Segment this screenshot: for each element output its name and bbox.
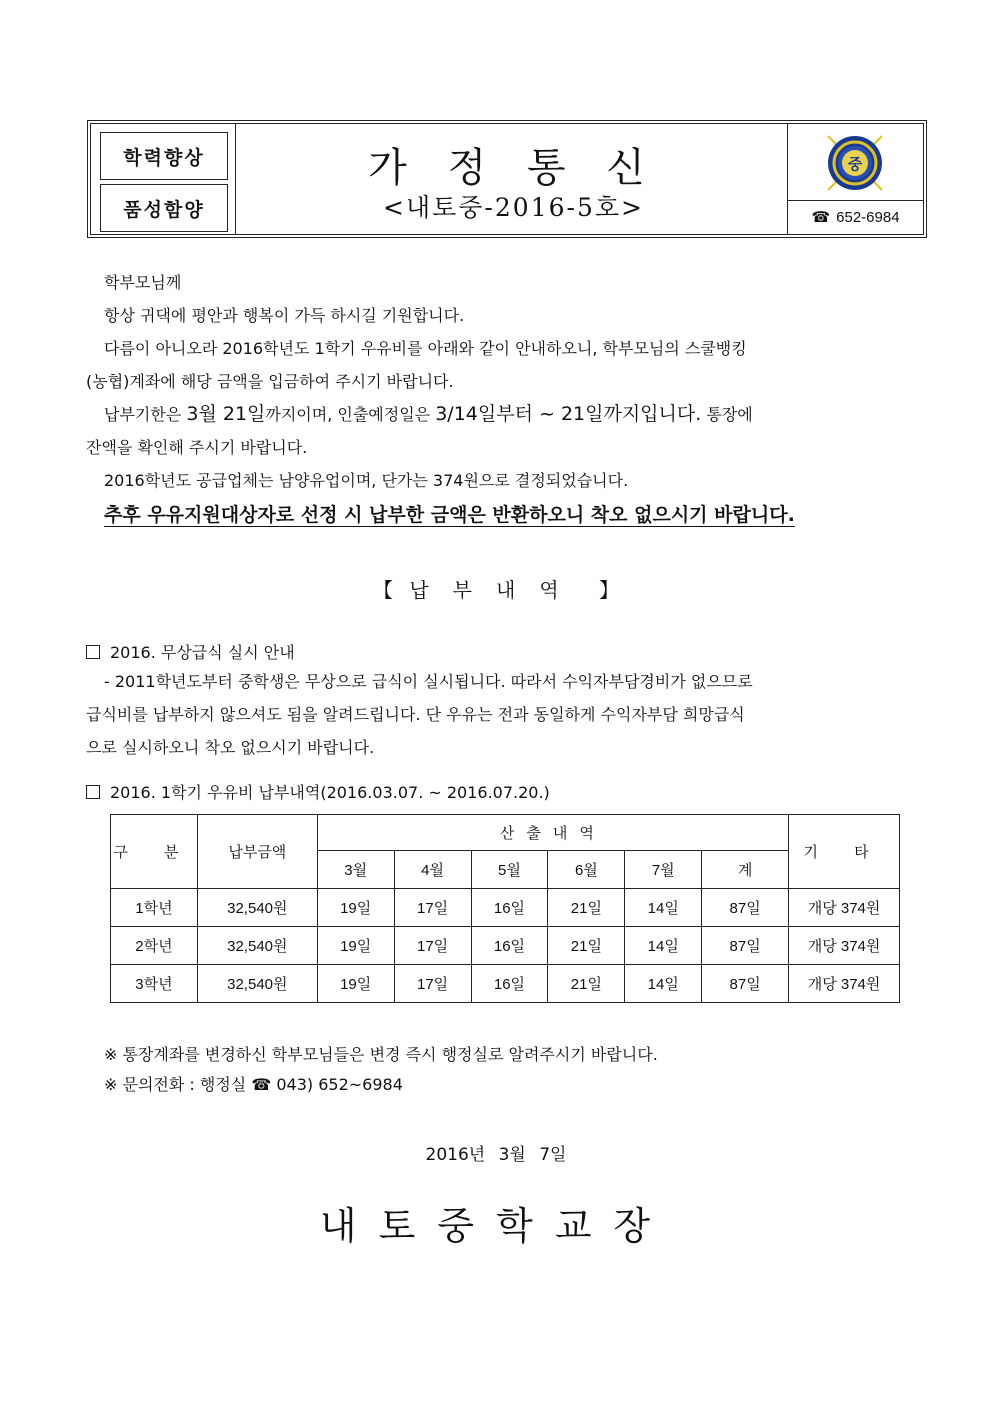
letterhead [87,120,927,238]
cell-days: 17일 [394,965,471,1003]
header-month: 6월 [548,851,625,889]
note-contact [104,1070,658,1100]
cell-grade: 1학년 [111,889,198,927]
note-bullet: ※ [104,1075,118,1094]
header-breakdown: 산출내역 [317,815,788,851]
motto-character: 품성함양 [100,184,228,232]
header-amount: 납부금액 [197,815,317,889]
cell-amount: 32,540원 [197,965,317,1003]
item-milk-fee-label: 2016. 1학기 우유비 납부내역(2016.03.07. ~ 2016.07.20.) [110,783,550,802]
item-free-meals-line-1: - 2011학년도부터 중학생은 무상으로 급식이 실시됩니다. 따라서 수익자부담경비가 없으므로 [104,672,753,691]
cell-amount: 32,540원 [197,889,317,927]
cell-days: 19일 [317,889,394,927]
deadline-prefix: 납부기한은 [104,405,187,424]
cell-days: 14일 [625,965,702,1003]
cell-amount: 32,540원 [197,927,317,965]
header-other: 기 타 [789,815,900,889]
fee-table [110,814,900,1003]
cell-grade: 2학년 [111,927,198,965]
table-row [111,965,900,1003]
cell-days: 17일 [394,927,471,965]
cell-days: 16일 [471,965,548,1003]
letter-line-2a: 다름이 아니오라 2016학년도 1학기 우유비를 아래와 같이 안내하오니, 학부모님의 스쿨뱅킹 [104,339,747,358]
cell-days: 21일 [548,889,625,927]
title-column [236,124,791,234]
issue-number: <내토중-2016-5호> [383,193,644,222]
deadline-date: 3월 21일 [186,403,266,425]
checkbox-icon [86,785,100,799]
note-bullet: ※ [104,1045,118,1064]
cell-grade: 3학년 [111,965,198,1003]
emblem-char: 중 [847,155,863,173]
letter-line-2b: (농협)계좌에 해당 금액을 입금하여 주시기 바랍니다. [86,372,454,391]
letter-line-3 [86,398,908,431]
section-heading [0,574,992,603]
motto-column [91,124,236,234]
phone-icon: ☎ [811,209,831,226]
table-header-row [111,815,900,851]
logo-area [788,124,923,201]
checkbox-icon [86,645,100,659]
greeting: 학부모님께 [104,273,182,292]
header-month: 3월 [317,851,394,889]
notes [104,1040,658,1100]
letterhead-inner [90,123,924,235]
cell-days: 21일 [548,965,625,1003]
item-free-meals-line-2: 급식비를 납부하지 않으셔도 됨을 알려드립니다. 단 우유는 전과 동일하게 수익자부담 희망급식 [86,705,745,724]
logo-column [787,124,923,234]
cell-note: 개당 374원 [789,927,900,965]
item-free-meals-body [86,665,908,764]
cell-days: 16일 [471,889,548,927]
item-free-meals-line-3: 으로 실시하오니 착오 없으시기 바랍니다. [86,738,375,757]
note-account-change-text: 통장계좌를 변경하신 학부모님들은 변경 즉시 행정실로 알려주시기 바랍니다. [122,1045,658,1064]
heading-bracket-open: 【 [373,578,393,602]
cell-days: 14일 [625,927,702,965]
item-milk-fee-title [86,780,550,803]
cell-total-days: 87일 [702,965,789,1003]
cell-days: 19일 [317,927,394,965]
header-total: 계 [702,851,789,889]
letter-body [86,266,908,532]
header-month: 7월 [625,851,702,889]
phone-number: 652-6984 [836,208,900,226]
newsletter-title: 가 정 통 신 [368,145,659,191]
cell-days: 14일 [625,889,702,927]
deadline-suffix: 통장에 [701,405,753,424]
refund-notice [86,499,908,532]
refund-notice-text: 추후 우유지원대상자로 선정 시 납부한 금액은 반환하오니 착오 없으시기 바랍니다. [104,504,795,526]
cell-total-days: 87일 [702,927,789,965]
deadline-mid: 까지이며, 인출예정일은 [265,405,436,424]
cell-note: 개당 374원 [789,965,900,1003]
cell-days: 19일 [317,965,394,1003]
note-contact-text: 문의전화 : 행정실 ☎ 043) 652~6984 [122,1075,403,1094]
table-row [111,927,900,965]
phone-row [788,200,923,234]
header-month: 4월 [394,851,471,889]
principal-signature: 내토중학교장 [319,1204,673,1248]
header-month: 5월 [471,851,548,889]
cell-days: 17일 [394,889,471,927]
cell-total-days: 87일 [702,889,789,927]
cell-days: 21일 [548,927,625,965]
school-emblem-icon [824,132,886,194]
issue-date: 2016년 3월 7일 [425,1145,567,1165]
cell-days: 16일 [471,927,548,965]
motto-academic: 학력향상 [100,132,228,180]
letter-line-4: 2016학년도 공급업체는 남양유업이며, 단가는 374원으로 결정되었습니다. [104,471,629,490]
table-row [111,889,900,927]
note-account-change [104,1040,658,1070]
item-free-meals-title [86,640,295,663]
cell-note: 개당 374원 [789,889,900,927]
heading-text: 납부내역 [409,578,583,602]
letter-line-3b: 잔액을 확인해 주시기 바랍니다. [86,438,308,457]
header-division: 구 분 [111,815,198,889]
letter-line-1: 항상 귀댁에 평안과 행복이 가득 하시길 기원합니다. [104,306,465,325]
withdraw-period: 3/14일부터 ~ 21일까지입니다. [435,403,702,425]
item-free-meals-label: 2016. 무상급식 실시 안내 [110,643,295,662]
heading-bracket-close: 】 [599,578,619,602]
